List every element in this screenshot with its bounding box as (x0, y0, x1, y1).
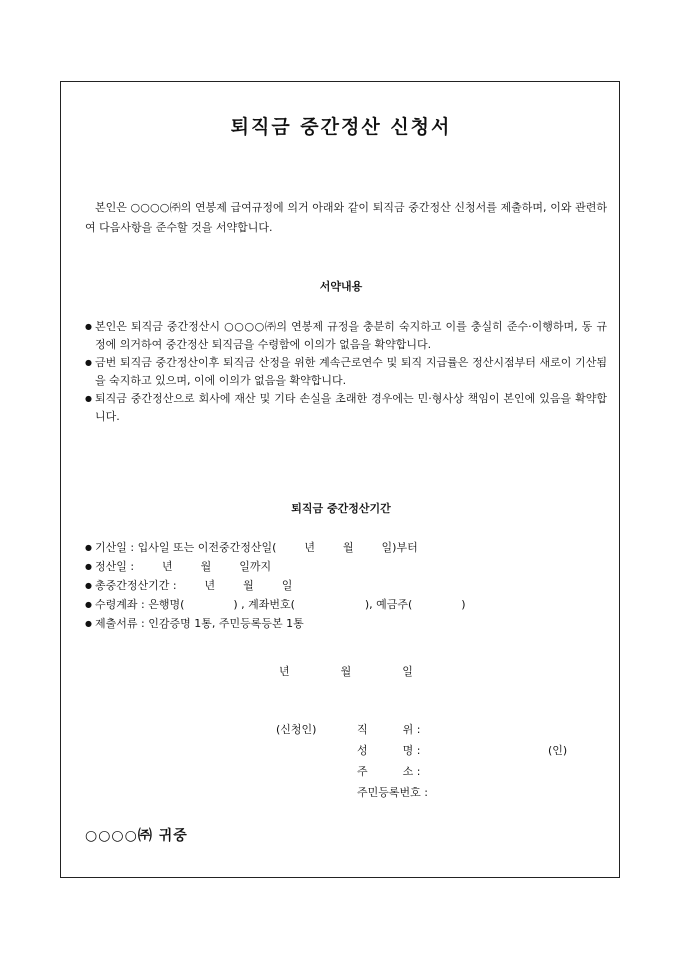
date-line (279, 663, 413, 679)
applicant-label: (신청인) (276, 723, 317, 736)
document-title: 퇴직금 중간정산 신청서 (230, 116, 452, 138)
pledge-item: ● 본인은 퇴직금 중간정산시 ○○○○㈜의 연봉제 규정을 충분히 숙지하고 이를 충실히 준수·이행하며, 동 규정에 의거하여 중간정산 퇴직금을 수령함에 이의가 없음을 확약합니다. (85, 318, 607, 354)
recipient-footer: ○○○○㈜ 귀중 (85, 828, 188, 844)
date-day: 일 (402, 665, 413, 678)
period-item-settlement: ● 정산일 : 년 월 일까지 (85, 557, 466, 576)
period-item-total: ● 총중간정산기간 : 년 월 일 (85, 576, 466, 595)
intro-text: 본인은 ○○○○㈜의 연봉제 급여규정에 의거 아래와 같이 퇴직금 중간정산 신청서를 제출하며, 이와 관련하여 다음사항을 준수할 것을 서약합니다. (85, 201, 607, 234)
date-month: 월 (340, 665, 352, 678)
name-field: 성 명 : (357, 744, 421, 757)
period-item-documents: ● 제출서류 : 인감증명 1통, 주민등록등본 1통 (85, 614, 466, 633)
period-item-start: ● 기산일 : 입사일 또는 이전중간정산일( 년 월 일)부터 (85, 538, 466, 557)
pledge-heading: 서약내용 (319, 280, 363, 293)
pledge-item: ● 퇴직금 중간정산으로 회사에 재산 및 기타 손실을 초래한 경우에는 민·형사상 책임이 본인에 있음을 확약합니다. (85, 390, 607, 426)
date-year: 년 (279, 665, 290, 678)
seal-mark: (인) (548, 744, 568, 757)
rrn-field: 주민등록번호 : (357, 786, 428, 799)
period-item-account: ● 수령계좌 : 은행명( ) , 계좌번호( ), 예금주( ) (85, 595, 466, 614)
pledge-list (85, 318, 607, 426)
period-list (85, 538, 466, 633)
position-field: 직 위 : (357, 723, 421, 736)
intro-paragraph (85, 198, 607, 238)
document-frame (60, 81, 620, 878)
address-field: 주 소 : (357, 765, 421, 778)
period-heading: 퇴직금 중간정산기간 (291, 502, 391, 515)
pledge-item: ● 금번 퇴직금 중간정산이후 퇴직금 산정을 위한 계속근로연수 및 퇴직 지급률은 정산시점부터 새로이 기산됨을 숙지하고 있으며, 이에 이의가 없음을 확약합니다. (85, 354, 607, 390)
